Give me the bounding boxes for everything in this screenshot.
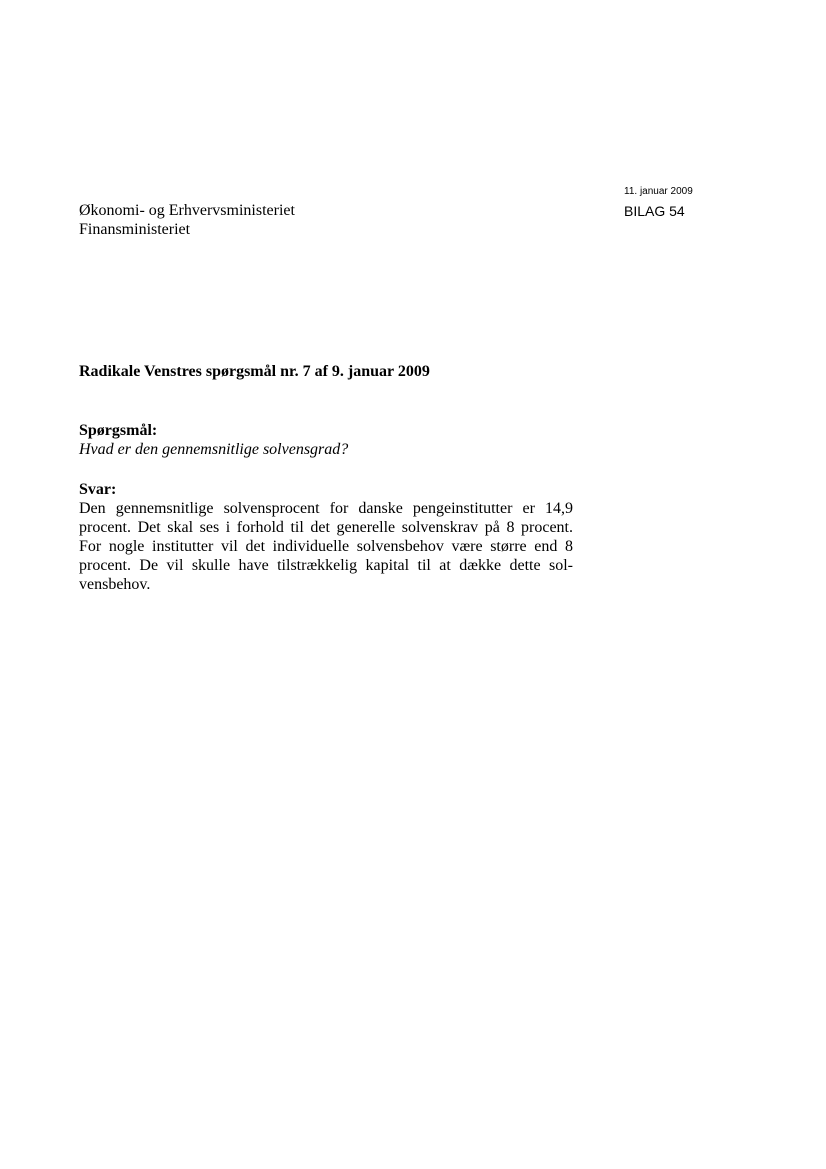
answer-line: procent. De vil skulle have tilstrækkelig kapital til at dække dette sol- xyxy=(79,557,573,574)
question-heading: Spørgsmål: xyxy=(79,422,158,439)
answer-line: procent. Det skal ses i forhold til det generelle solvenskrav på 8 procent. xyxy=(79,519,573,536)
ministry-name-finance: Finansministeriet xyxy=(79,221,191,238)
bilag-number: BILAG 54 xyxy=(624,203,685,219)
answer-line: For nogle institutter vil det individuelle solvensbehov være større end 8 xyxy=(79,538,573,555)
document-title: Radikale Venstres spørgsmål nr. 7 af 9. januar 2009 xyxy=(79,363,430,380)
ministry-name-economy: Økonomi- og Erhvervsministeriet xyxy=(79,202,295,219)
answer-line: Den gennemsnitlige solvensprocent for danske pengeinstitutter er 14,9 xyxy=(79,500,573,517)
answer-heading: Svar: xyxy=(79,481,117,498)
question-section xyxy=(79,421,573,459)
question-text: Hvad er den gennemsnitlige solvensgrad? xyxy=(79,441,349,458)
answer-line: vensbehov. xyxy=(79,576,151,593)
answer-section xyxy=(79,480,573,594)
answer-body xyxy=(79,499,573,594)
document-date: 11. januar 2009 xyxy=(624,186,693,197)
ministry-block xyxy=(79,201,295,239)
